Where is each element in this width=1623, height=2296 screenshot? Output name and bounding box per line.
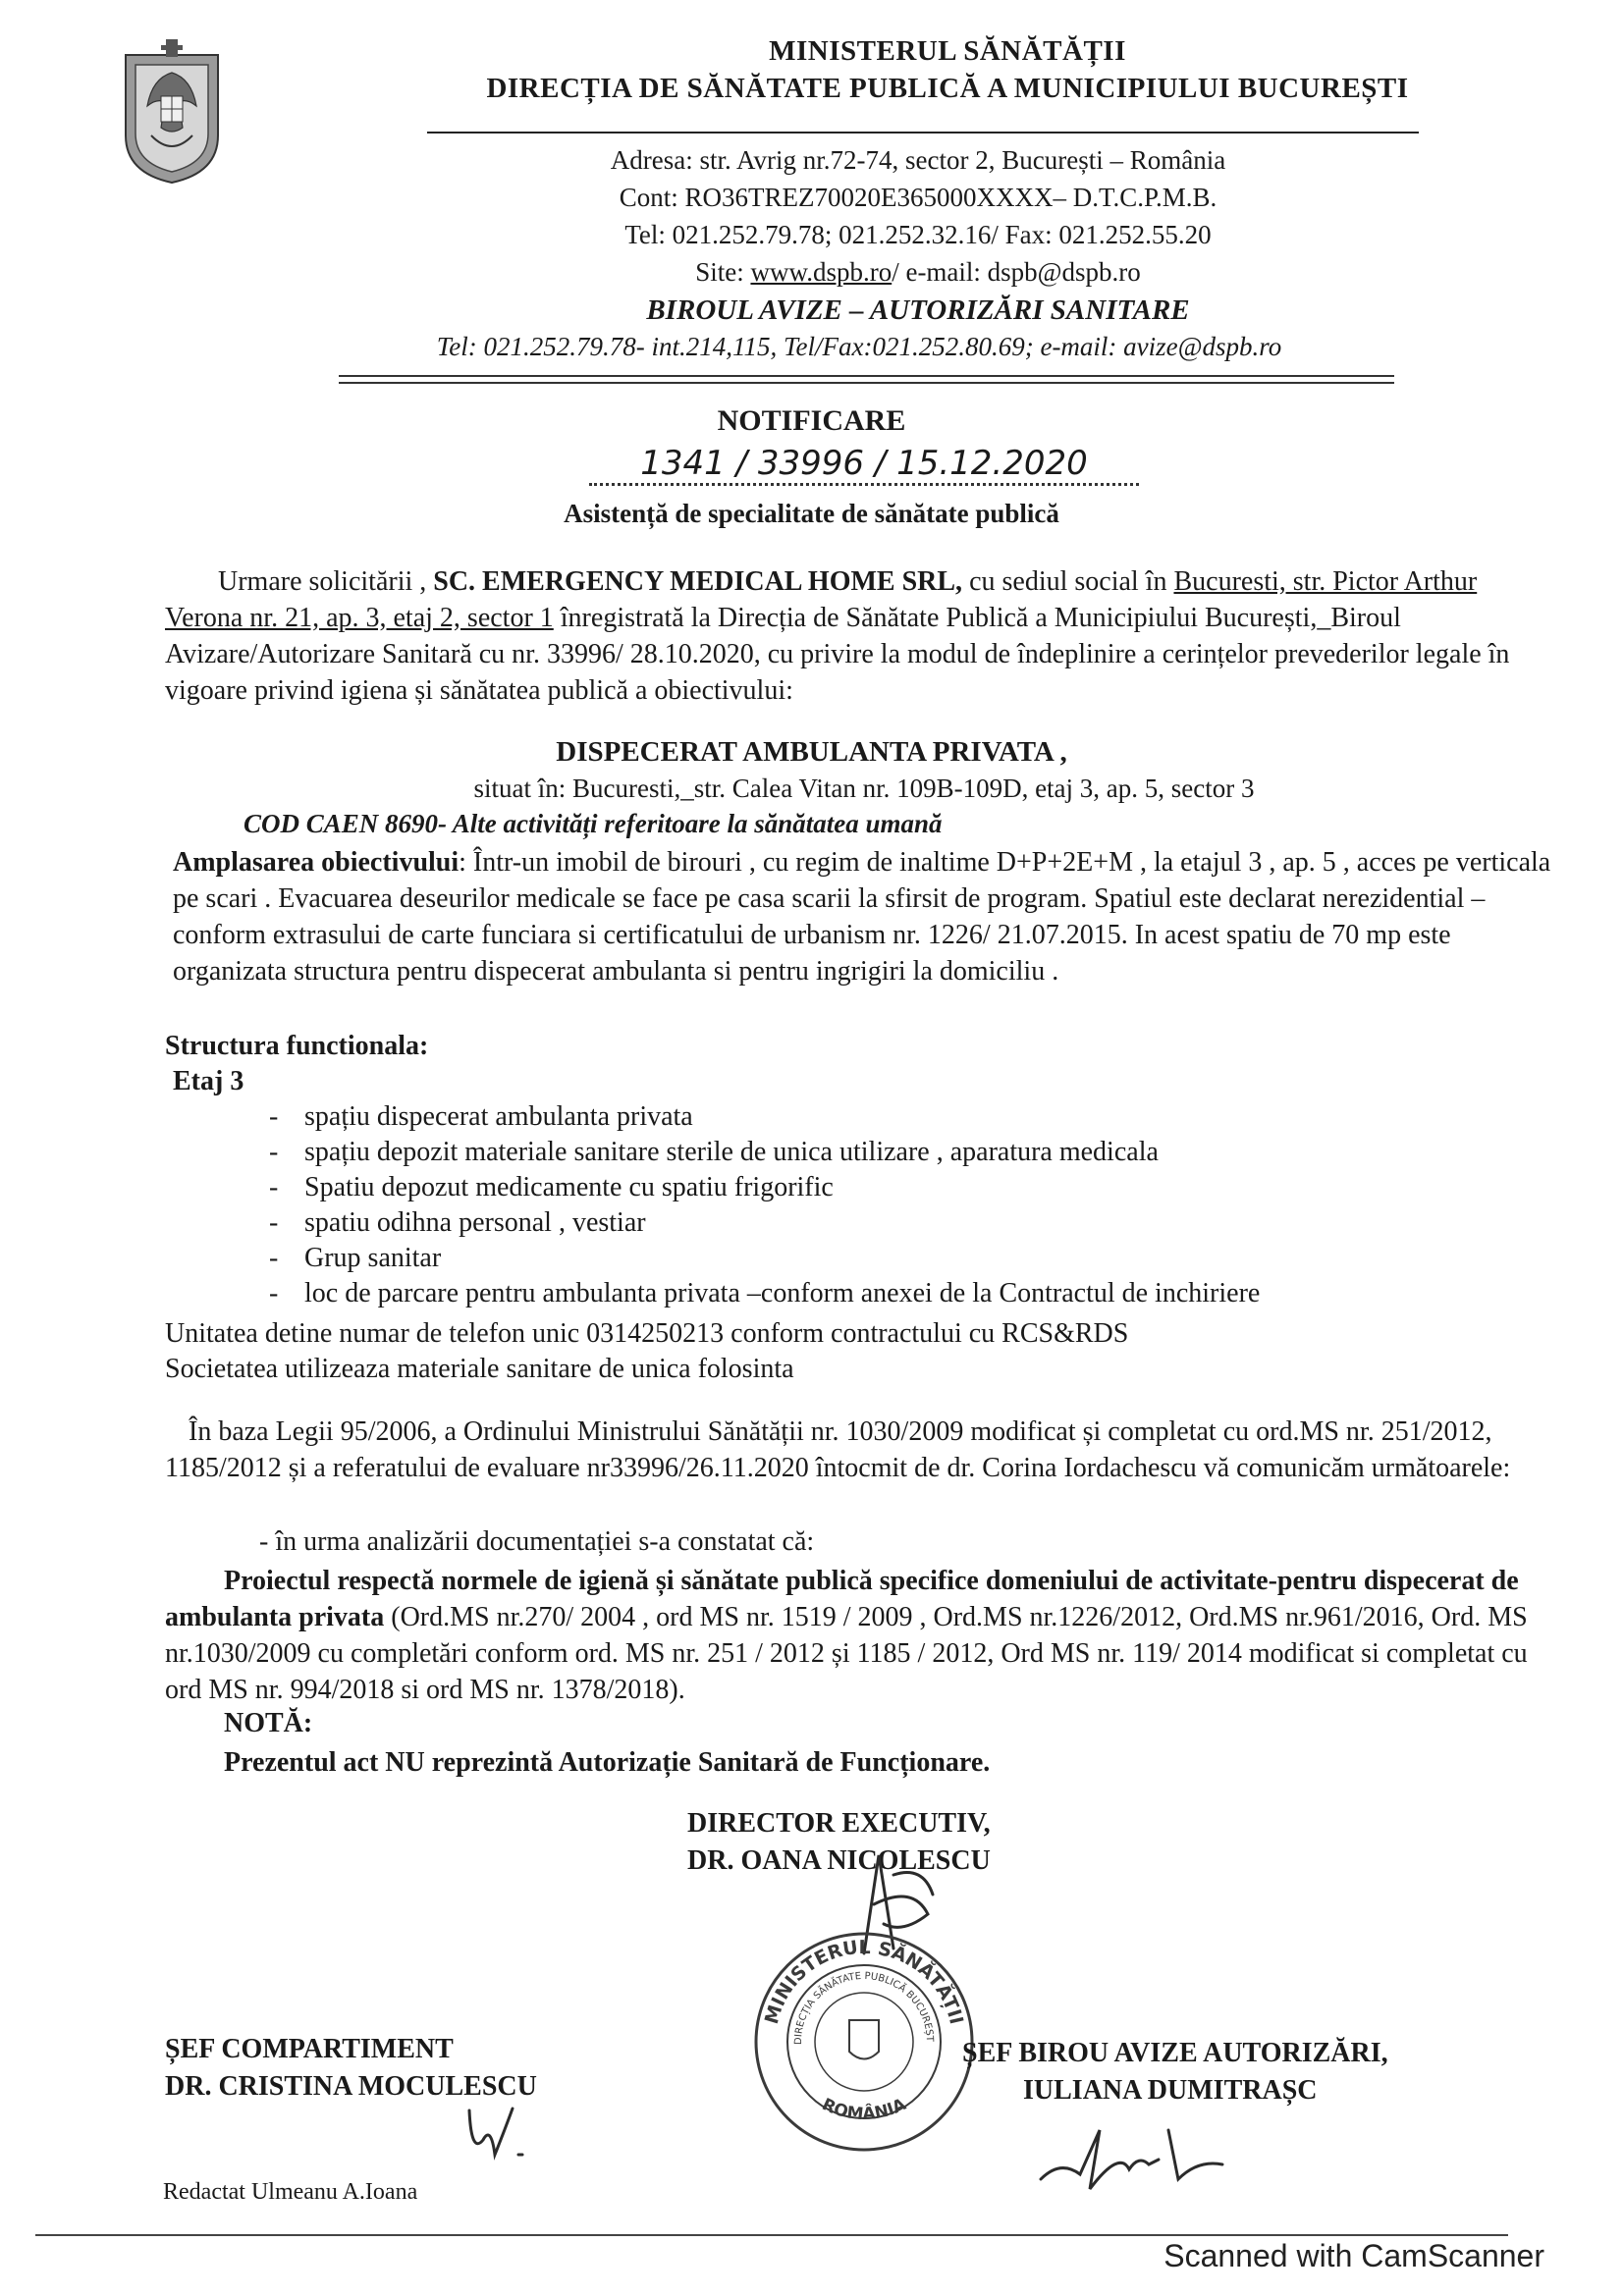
caen-code: COD CAEN 8690- Alte activități referitoare la sănătatea umană: [243, 809, 943, 838]
office-title: BIROUL AVIZE – AUTORIZĂRI SANITARE: [646, 294, 1190, 326]
right-signer-title: ȘEF BIROU AVIZE AUTORIZĂRI,: [962, 2038, 1388, 2068]
intro-lead: Urmare solicitării ,: [218, 566, 427, 597]
stamp-ring-bottom: ROMÂNIA: [819, 2095, 909, 2125]
note-text: Prezentul act NU reprezintă Autorizație Sanitară de Funcționare.: [224, 1747, 991, 1778]
intro-rest: înregistrată la Direcția de Sănătate Publică a Municipiului București,_Biroul Avizare/Autorizare Sanitară cu nr. 33996/ 28.10.2020, cu privire la modul de îndeplinire a cerințelor prevederilor legale în vigoare privind igiena și sănătatea publică a obiectivului:: [165, 603, 1510, 706]
drafted-by: Redactat Ulmeanu A.Ioana: [163, 2179, 418, 2205]
site-line: [295, 257, 1542, 288]
phone-statement: Unitatea detine numar de telefon unic 0314250213 conform contractului cu RCS&RDS: [165, 1318, 1129, 1349]
header-divider: [427, 132, 1419, 133]
left-signature: [461, 2101, 540, 2169]
site-email: / e-mail: dspb@dspb.ro: [892, 257, 1141, 287]
right-signer-name: IULIANA DUMITRAȘC: [1023, 2075, 1318, 2106]
list-item: - spațiu depozit materiale sanitare sterile de unica utilizare , aparatura medicala: [269, 1137, 1159, 1167]
ministry-title: MINISTERUL SĂNĂTĂȚII: [769, 35, 1126, 67]
office-contact: Tel: 021.252.79.78- int.214,115, Tel/Fax:021.252.80.69; e-mail: avize@dspb.ro: [436, 332, 1282, 361]
stamp-ring-inner: DIRECȚIA SĂNĂTATE PUBLICĂ BUCUREȘT: [792, 1970, 936, 2046]
placement-label: Amplasarea obiectivului: [173, 847, 460, 878]
coat-of-arms-icon: [118, 37, 226, 185]
objective-location: situat în: Bucuresti,_str. Calea Vitan nr. 109B-109D, etaj 3, ap. 5, sector 3: [473, 774, 1255, 803]
site-prefix: Site:: [695, 257, 751, 287]
placement-text: : Într-un imobil de birouri , cu regim de inaltime D+P+2E+M , la etajul 3 , ap. 5 , acces pe verticala pe scari . Evacuarea deseurilor medicale se face pe casa scarii la sfirsit de program. Spatiul este declarat nerezidential – conform extrasului de carte funciara si certificatului de urbanism nr. 1226/ 21.07.2015. In acest spatiu de 70 mp este organizata structura pentru dispecerat ambulanta si pentru ingrigiri la domiciliu .: [173, 847, 1551, 987]
account-line: Cont: RO36TREZ70020E365000XXXX– D.T.C.P.M.B.: [619, 183, 1217, 212]
list-item: - spațiu dispecerat ambulanta privata: [269, 1101, 693, 1132]
finding-bold: Proiectul respectă normele de igienă și sănătate publică specifice domeniului de activitate-pentru dispecerat de ambulanta privata: [165, 1566, 1519, 1632]
floor-label: Etaj 3: [173, 1066, 244, 1096]
site-link[interactable]: www.dspb.ro: [750, 257, 893, 287]
stamp-ring-top: MINISTERUL SĂNĂTĂȚII: [760, 1936, 968, 2027]
left-signer-name: DR. CRISTINA MOCULESCU: [165, 2071, 537, 2102]
structure-label: Structura functionala:: [165, 1031, 429, 1061]
director-name: DR. OANA NICOLESCU: [687, 1845, 991, 1876]
intro-seat: cu sediul social în: [962, 566, 1174, 597]
list-item: - Spatiu depozut medicamente cu spatiu frigorific: [269, 1172, 834, 1202]
objective-name: DISPECERAT AMBULANTA PRIVATA ,: [556, 736, 1067, 768]
materials-statement: Societatea utilizeaza materiale sanitare de unica folosinta: [165, 1354, 794, 1384]
notice-title: NOTIFICARE: [717, 404, 906, 437]
phone-line: Tel: 021.252.79.78; 021.252.32.16/ Fax: 021.252.55.20: [624, 220, 1212, 249]
scanner-watermark: Scanned with CamScanner: [1163, 2238, 1544, 2273]
director-title: DIRECTOR EXECUTIV,: [687, 1808, 991, 1839]
placement-paragraph: [173, 844, 1567, 989]
finding-paragraph: [165, 1563, 1559, 1708]
notice-subtitle: Asistență de specialitate de sănătate publică: [564, 499, 1059, 528]
legal-basis-paragraph: În baza Legii 95/2006, a Ordinului Ministrului Sănătății nr. 1030/2009 modificat și completat cu ord.MS nr. 251/2012, 1185/2012 și a referatului de evaluare nr33996/26.11.2020 întocmit de dr. Corina Iordachescu vă comunicăm următoarele:: [165, 1416, 1511, 1483]
finding-intro: - în urma analizării documentației s-a constatat că:: [259, 1526, 815, 1557]
official-stamp: [746, 1924, 982, 2160]
list-item: - loc de parcare pentru ambulanta privata –conform anexei de la Contractul de inchiriere: [269, 1278, 1261, 1308]
stamp-crest-icon: [849, 2020, 879, 2059]
company-name: SC. EMERGENCY MEDICAL HOME SRL,: [426, 566, 963, 597]
notice-number: 1341 / 33996 / 15.12.2020: [589, 444, 1139, 486]
finding-rest: (Ord.MS nr.270/ 2004 , ord MS nr. 1519 / 2009 , Ord.MS nr.1226/2012, Ord.MS nr.961/2016, Ord. MS nr.1030/2009 cu completări conform ord. MS nr. 251 / 2012 și 1185 / 2012, Ord MS nr. 119/ 2014 modificat si completat cu ord MS nr. 994/2018 si ord MS nr. 1378/2018).: [165, 1602, 1528, 1705]
seat-address: Bucuresti, str. Pictor Arthur Verona nr. 21, ap. 3, etaj 2, sector 1: [165, 566, 1478, 633]
directorate-title: DIRECȚIA DE SĂNĂTATE PUBLICĂ A MUNICIPIULUI BUCUREȘTI: [486, 73, 1409, 104]
structure-list: [269, 1101, 1545, 1313]
right-signature: [1031, 2120, 1227, 2199]
list-item: - spatiu odihna personal , vestiar: [269, 1207, 646, 1238]
note-label: NOTĂ:: [224, 1708, 313, 1738]
footer-rule: [35, 2234, 1508, 2236]
list-item: - Grup sanitar: [269, 1243, 442, 1273]
header-double-rule: [339, 375, 1394, 384]
address-line: Adresa: str. Avrig nr.72-74, sector 2, București – România: [610, 145, 1226, 175]
left-signer-title: ȘEF COMPARTIMENT: [165, 2034, 454, 2064]
intro-paragraph: [165, 563, 1559, 709]
